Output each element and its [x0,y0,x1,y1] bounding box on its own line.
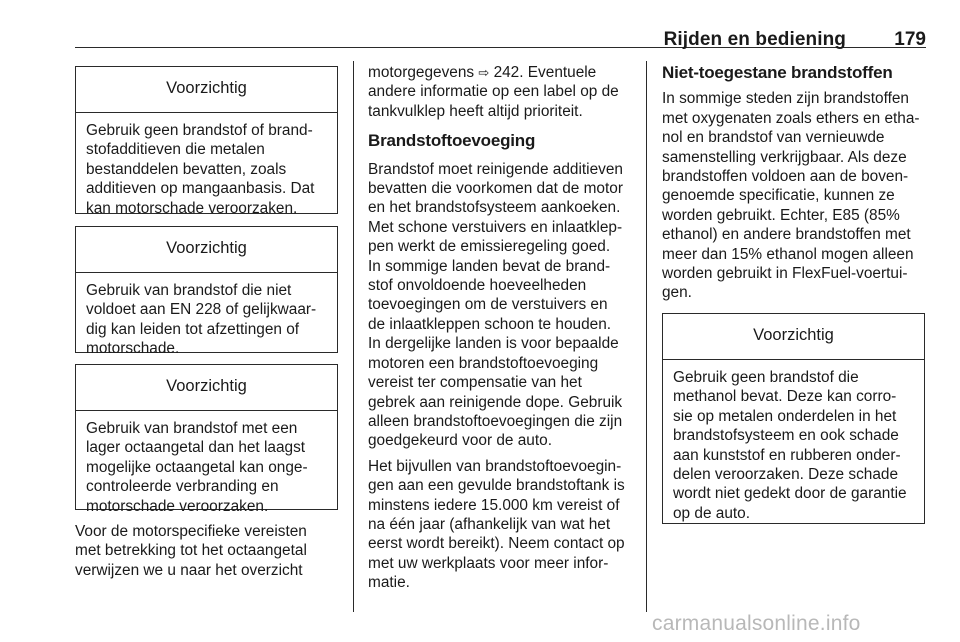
text-line: gen. [662,284,692,302]
octane-reference-paragraph [75,522,338,580]
text-line: brandstofsysteem en ook schade [673,427,899,445]
text-line: motorschade veroorzaken. [86,497,269,515]
caution-box-title: Voorzichtig [76,365,337,411]
text-line: Gebruik geen brandstof die [673,368,859,386]
text-line: samenstelling verkrijgbaar. Als deze [662,148,907,166]
text-line: wordt niet gedekt door de garantie [673,485,907,503]
text-line: bestanddelen bevatten, zoals [86,160,287,178]
additives-paragraph-1 [368,160,632,451]
text-line: voldoet aan EN 228 of gelijkwaar- [86,301,317,319]
caution-box-1 [75,66,338,217]
text-line: eerst wordt bereikt). Neem contact op [368,535,625,553]
intro-paragraph [368,63,632,121]
text-line: met oxygenaten zoals ethers en etha- [662,109,920,127]
caution-box-text [76,113,337,228]
text-line: genoemde specificatie, kunnen ze [662,187,895,205]
caution-box-methanol [662,313,925,524]
text-fragment: motorgegevens [368,64,475,81]
text-line: dig kan leiden tot afzettingen of [86,320,300,338]
caution-box-title: Voorzichtig [76,227,337,273]
text-line: lager octaangetal dan het laagst [86,439,306,457]
caution-box-title: Voorzichtig [663,314,924,360]
text-line: Met schone verstuivers en inlaatklep- [368,218,623,236]
section-heading-prohibited-fuels: Niet-toegestane brandstoffen [662,63,893,82]
text-line: Het bijvullen van brandstoftoevoegin- [368,457,622,475]
text-line: Voor de motorspecifieke vereisten [75,523,307,540]
text-line: mogelijke octaangetal kan onge- [86,458,308,476]
text-line: In sommige landen bevat de brand- [368,257,611,275]
prohibited-fuels-paragraph [662,89,926,302]
text-line: stofadditieven die metalen [86,141,265,159]
caution-box-text [76,411,337,526]
text-line: stof onvoldoende hoeveelheden [368,277,587,295]
text-line: verwijzen we u naar het overzicht [75,561,303,579]
text-line: de inlaatkleppen schoon te houden. [368,315,612,333]
caution-box-text [76,273,337,369]
column-divider-1 [353,61,354,612]
text-line: worden gebruikt in FlexFuel-voertui- [662,265,908,283]
text-line: andere informatie op een label op de [368,83,619,101]
text-line: en het brandstofsysteem aankoeken. [368,199,621,217]
text-line: minstens iedere 15.000 km vereist of [368,496,620,514]
text-line: goedgekeurd voor de auto. [368,432,552,450]
column-divider-2 [646,61,647,612]
caution-box-title: Voorzichtig [76,67,337,113]
text-line: pen werkt de emissieregeling goed. [368,238,611,256]
text-line: meer dan 15% ethanol mogen alleen [662,245,914,263]
text-line: brandstoffen voldoen aan de boven- [662,168,909,186]
text-line: kan motorschade veroorzaken. [86,199,298,217]
text-line: In dergelijke landen is voor bepaalde [368,335,619,353]
text-line: nol en brandstof van vernieuwde [662,129,885,147]
text-line: motorschade. [86,340,180,358]
text-line: worden gebruikt. Echter, E85 (85% [662,206,900,224]
watermark: carmanualsonline.info [652,612,861,635]
text-line: ethanol) en andere brandstoffen met [662,226,911,244]
text-line: op de auto. [673,504,751,522]
text-line: methanol bevat. Deze kan corro- [673,388,897,406]
column-2 [368,63,632,593]
text-line: aan kunststof en rubberen onder- [673,446,901,464]
caution-box-2 [75,226,338,358]
page-number: 179 [894,29,926,50]
additives-paragraph-2 [368,457,632,593]
text-line: bevatten die voorkomen dat de motor [368,180,623,198]
section-heading-fuel-additives: Brandstoftoevoeging [368,131,536,151]
text-line: motoren een brandstoftoevoeging [368,354,599,372]
page-header [75,0,926,48]
text-line: alleen brandstoftoevoegingen die zijn [368,412,623,430]
text-line: Brandstof moet reinigende additieven [368,160,623,178]
text-line: gebrek aan reinigende dope. Gebruik [368,393,623,411]
text-line: gen aan een gevulde brandstoftank is [368,477,625,495]
text-line: Gebruik van brandstof die niet [86,282,292,299]
caution-box-text [663,360,924,533]
text-line: vereist ter compensatie van het [368,374,582,392]
text-line: Gebruik geen brandstof of brand- [86,122,313,139]
page-reference-arrow-icon: ⇨ [478,65,490,80]
text-line: delen veroorzaken. Deze schade [673,465,899,483]
text-line: met uw werkplaats voor meer infor- [368,554,609,572]
text-line: na één jaar (afhankelijk van wat het [368,515,611,533]
text-line: Gebruik van brandstof met een [86,420,298,437]
caution-box-3 [75,364,338,515]
text-line: In sommige steden zijn brandstoffen [662,90,909,108]
text-line: additieven op mangaanbasis. Dat [86,180,315,198]
text-line: sie op metalen onderdelen in het [673,407,897,425]
section-title: Rijden en bediening [663,29,846,50]
text-line: toevoegingen om de verstuivers en [368,296,608,314]
column-3 [662,63,926,524]
text-line: tankvulklep heeft altijd prioriteit. [368,102,583,120]
text-line: matie. [368,574,410,592]
text-line [368,63,632,82]
page-reference-link[interactable]: 242. Eventuele [493,64,597,81]
column-1 [75,63,338,580]
text-line: met betrekking tot het octaangetal [75,542,307,560]
text-line: controleerde verbranding en [86,478,279,496]
